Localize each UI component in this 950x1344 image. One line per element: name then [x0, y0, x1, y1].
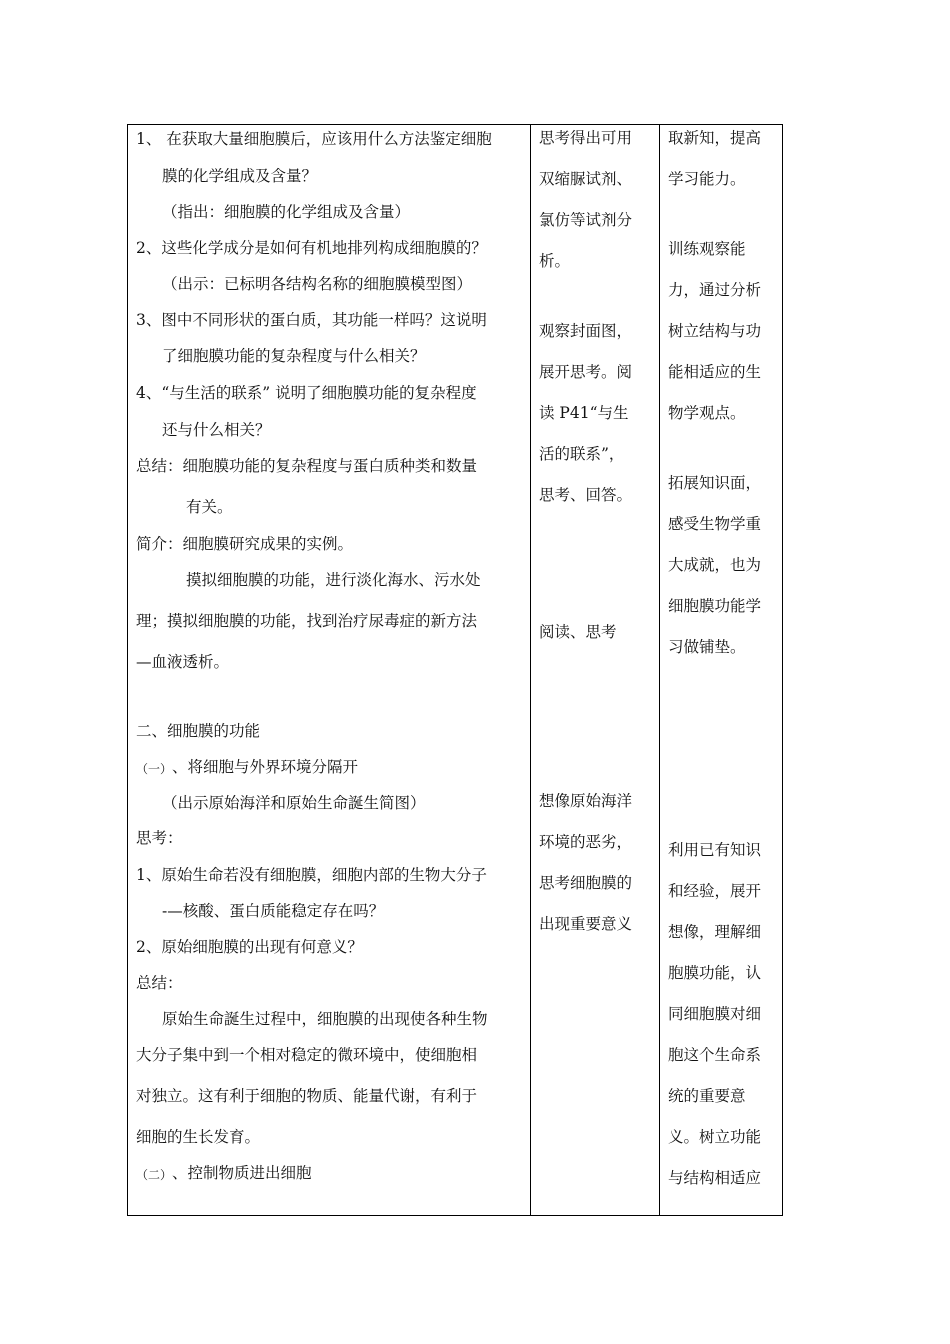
activity-line: 析。 [539, 252, 571, 270]
intent-line: 胞这个生命系 [668, 1046, 762, 1064]
intent-line: 想像，理解细 [668, 923, 762, 941]
intent-line: 利用已有知识 [668, 841, 762, 859]
activity-line: 氯仿等试剂分 [539, 211, 633, 229]
intent-line: 与结构相适应 [668, 1169, 762, 1187]
activity-line: 观察封面图， [539, 322, 633, 340]
summary-line-1: 总结：细胞膜功能的复杂程度与蛋白质种类和数量 [136, 457, 478, 475]
intent-line: 取新知，提高 [668, 129, 762, 147]
question-4-line-1: 4、“与生活的联系” 说明了细胞膜功能的复杂程度 [136, 384, 477, 402]
question-4-line-2: 还与什么相关？ [162, 421, 271, 439]
intent-line: 能相适应的生 [668, 363, 762, 381]
intent-line: 细胞膜功能学 [668, 597, 762, 615]
activity-line: 展开思考。阅 [539, 363, 633, 381]
question-1-line-1: 1、 在获取大量细胞膜后，应该用什么方法鉴定细胞 [136, 130, 492, 148]
note-membrane-model: （出示：已标明各结构名称的细胞膜模型图） [162, 275, 473, 293]
summary-paragraph-line-1: 原始生命誕生过程中，细胞膜的出现使各种生物 [162, 1010, 488, 1028]
note-chemical-composition: （指出：细胞膜的化学组成及含量） [162, 203, 411, 221]
example-line-2: 理；摸拟细胞膜的功能，找到治疗尿毒症的新方法 [136, 612, 478, 630]
subsection-2-title: 、控制物质进出细胞 [172, 1164, 312, 1182]
intent-line: 义。树立功能 [668, 1128, 762, 1146]
intent-line: 统的重要意 [668, 1087, 746, 1105]
summary-line-2: 有关。 [186, 498, 233, 516]
summary-paragraph-line-3: 对独立。这有利于细胞的物质、能量代谢，有利于 [136, 1087, 478, 1105]
intent-line: 胞膜功能，认 [668, 964, 762, 982]
think-label: 思考： [136, 829, 183, 847]
activity-line: 思考细胞膜的 [539, 874, 633, 892]
activity-line: 阅读、思考 [539, 623, 617, 641]
question-2: 2、这些化学成分是如何有机地排列构成细胞膜的？ [136, 239, 487, 257]
summary-paragraph-line-4: 细胞的生长发育。 [136, 1128, 261, 1146]
activity-line: 思考得出可用 [539, 129, 633, 147]
question-3-line-1: 3、图中不同形状的蛋白质，其功能一样吗？这说明 [136, 311, 487, 329]
intent-line: 习做铺垫。 [668, 638, 746, 656]
intent-line: 物学观点。 [668, 404, 746, 422]
think-question-2: 2、原始细胞膜的出现有何意义？ [136, 938, 363, 956]
subsection-1-title: 、将细胞与外界环境分隔开 [172, 758, 359, 776]
intent-line: 训练观察能 [668, 240, 746, 258]
note-primitive-ocean: （出示原始海洋和原始生命誕生简图） [162, 794, 426, 812]
activity-line: 出现重要意义 [539, 915, 633, 933]
section-heading-function: 二、细胞膜的功能 [136, 722, 261, 740]
example-line-1: 摸拟细胞膜的功能，进行淡化海水、污水处 [186, 571, 481, 589]
activity-line: 双缩脲试剂、 [539, 170, 633, 188]
question-3-line-2: 了细胞膜功能的复杂程度与什么相关？ [162, 347, 426, 365]
think-question-1-line-1: 1、原始生命若没有细胞膜，细胞内部的生物大分子 [136, 866, 487, 884]
subsection-marker-2: （二） [136, 1168, 173, 1182]
intent-line: 和经验，展开 [668, 882, 762, 900]
intent-line: 同细胞膜对细 [668, 1005, 762, 1023]
summary-label: 总结： [136, 974, 183, 992]
design-intent-column [659, 125, 782, 1215]
student-activity-column [530, 125, 659, 1215]
think-question-1-line-2: -—核酸、蛋白质能稳定存在吗？ [162, 902, 385, 920]
example-line-3: —血液透析。 [136, 653, 230, 671]
intent-line: 感受生物学重 [668, 515, 762, 533]
question-1-line-2: 膜的化学组成及含量？ [162, 167, 318, 185]
intent-line: 力，通过分析 [668, 281, 762, 299]
intent-line: 拓展知识面， [668, 474, 762, 492]
lesson-table [127, 124, 783, 1216]
activity-line: 思考、回答。 [539, 486, 633, 504]
summary-paragraph-line-2: 大分子集中到一个相对稳定的微环境中，使细胞相 [136, 1046, 478, 1064]
activity-line: 想像原始海洋 [539, 792, 633, 810]
activity-line: 读 P41“与生 [539, 404, 629, 422]
activity-line: 环境的恶劣， [539, 833, 633, 851]
intro-line: 简介：细胞膜研究成果的实例。 [136, 535, 354, 553]
intent-line: 树立结构与功 [668, 322, 762, 340]
intent-line: 大成就，也为 [668, 556, 762, 574]
subsection-marker-1: （一） [136, 762, 173, 776]
activity-line: 活的联系”， [539, 445, 625, 463]
intent-line: 学习能力。 [668, 170, 746, 188]
teaching-content-column [128, 125, 530, 1215]
